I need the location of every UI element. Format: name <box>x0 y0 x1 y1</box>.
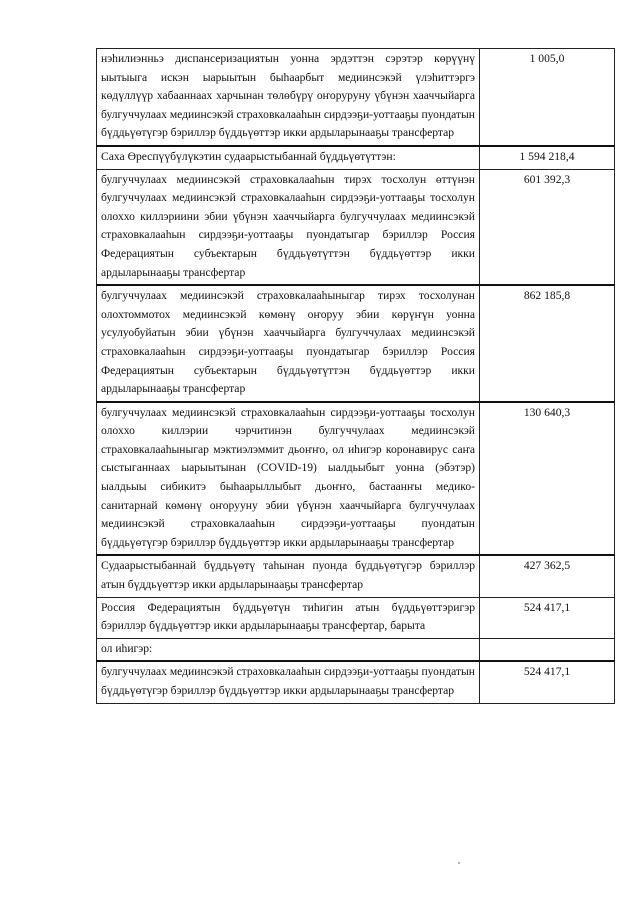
row-amount: 524 417,1 <box>480 661 615 703</box>
row-amount: 524 417,1 <box>480 597 615 638</box>
table-row <box>97 146 615 169</box>
table-row <box>97 49 615 146</box>
row-amount: 862 185,8 <box>480 285 615 402</box>
scan-speck <box>458 862 460 864</box>
table-row <box>97 638 615 661</box>
row-amount <box>480 638 615 661</box>
table-row <box>97 661 615 703</box>
row-description: булгуччулаах медиинсэкэй страховкалааһын тирэх тосхолун өттүнэн булгуччулаах медиинсэкэй страховкалааһын сирдээҕи-уоттааҕы тосхолун олоххо киллэриини эбии үбүнэн хааччыйарга булгуччулаах медиинсэкэй страховкалааһын сирдээҕи-уоттааҕы пуондатыгар бэриллэр Россия Федерациятын субъектарын бүддьүөтүттэн бүддьүөттэр икки ардыларынааҕы трансфертар <box>97 169 480 285</box>
row-description: Судаарыстыбаннай бүддьүөтү таһынан пуонда бүддьүөтүгэр бэриллэр атын бүддьүөттэр икки ардыларынааҕы трансфертар <box>97 555 480 597</box>
row-description: Саха Өреспүүбүлүкэтин судаарыстыбаннай бүддьүөтүттэн: <box>97 146 480 169</box>
row-amount: 1 594 218,4 <box>480 146 615 169</box>
row-description: Россия Федерациятын бүддьүөтүн тиһигин атын бүддьүөттэригэр бэриллэр бүддьүөттэр икки ардыларынааҕы трансфертар, барыта <box>97 597 480 638</box>
row-description: нэһилиэнньэ диспансеризациятын уонна эрдэттэн сэрэтэр көрүүнү ыытыыга искэн ыарыытын быһаарбыт медиинсэкэй үлэһиттэргэ көдүллүүр хабааннаах харчынан төлөбүрү оҥоруруну үбүнэн хааччыйарга булгуччулаах медиинсэкэй страховкалааһын сирдээҕи-уоттааҕы пуондатын бүддьүөтүгэр бэриллэр бүддьүөттэр икки ардыларынааҕы трансфертар <box>97 49 480 146</box>
table-row <box>97 285 615 402</box>
budget-table <box>96 48 615 704</box>
row-amount: 130 640,3 <box>480 402 615 556</box>
table-row <box>97 402 615 556</box>
row-description: булгуччулаах медиинсэкэй страховкалааһын сирдээҕи-уоттааҕы пуондатын бүддьүөтүгэр бэриллэр бүддьүөттэр икки ардыларынааҕы трансфертар <box>97 661 480 703</box>
row-description: булгуччулаах медиинсэкэй страховкалааһын сирдээҕи-уоттааҕы тосхолун олоххо киллэрии чэрчитинэн булгуччулаах медиинсэкэй страховкалааһыныгар мэктиэлэммит дьоҥҥо, ол иһигэр коронавирус саҥа сыстыганнаах ыарыытынан (COVID-19) ыалдьыбыт уонна (эбэтэр) ыалдьыы сибикитэ быһаарыллыбыт дьоҥҥо, бастаанҥы медико-санитарнай көмөнү оҥорууну эбии үбүнэн хааччыйарга булгуччулаах медиинсэкэй страховкалааһын сирдээҕи-уоттааҕы пуондатын бүддьүөтүгэр бэриллэр бүддьүөттэр икки ардыларынааҕы трансфертар <box>97 402 480 556</box>
row-description: булгуччулаах медиинсэкэй страховкалааһыныгар тирэх тосхолунан олохтоммотох медиинсэкэй көмөнү оҥоруу эбии көрүҥүн уонна усулуобуйатын эбии үбүнэн хааччыйарга булгуччулаах медиинсэкэй страховкалааһын сирдээҕи-уоттааҕы пуондатыгар бэриллэр Россия Федерациятын субъектарын бүддьүөтүттэн бүддьүөттэр икки ардыларынааҕы трансфертар <box>97 285 480 402</box>
table-row <box>97 169 615 285</box>
table-row <box>97 555 615 597</box>
row-amount: 1 005,0 <box>480 49 615 146</box>
table-row <box>97 597 615 638</box>
row-amount: 427 362,5 <box>480 555 615 597</box>
row-amount: 601 392,3 <box>480 169 615 285</box>
row-description: ол иһигэр: <box>97 638 480 661</box>
